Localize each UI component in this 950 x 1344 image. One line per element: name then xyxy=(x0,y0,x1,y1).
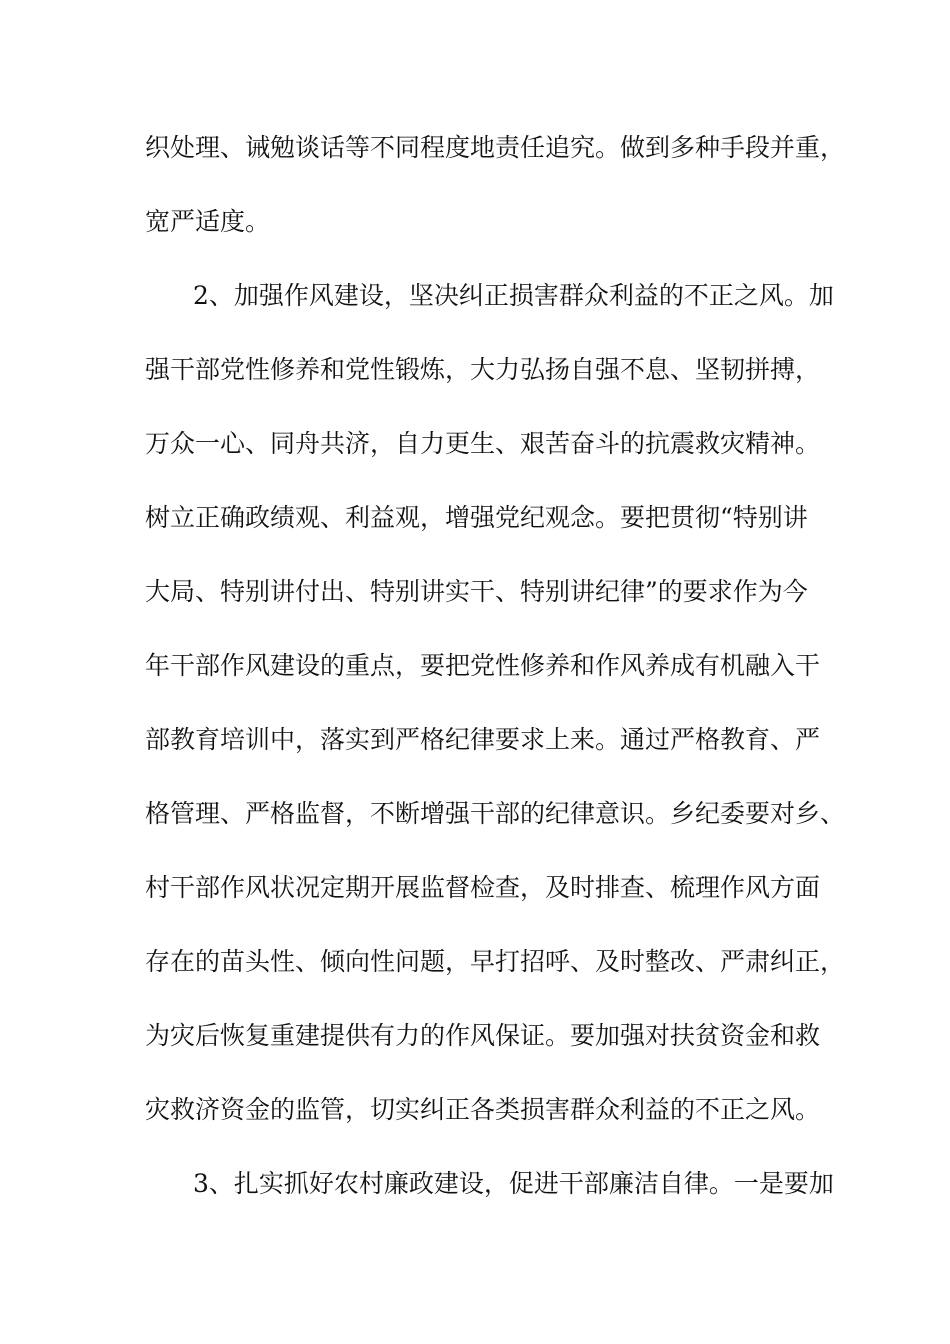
text-line: 大局、特别讲付出、特别讲实干、特别讲纪律”的要求作为今 xyxy=(145,577,808,606)
text-line: 为灾后恢复重建提供有力的作风保证。要加强对扶贫资金和救 xyxy=(145,1021,821,1050)
body-text xyxy=(145,123,846,1233)
text-line: 树立正确政绩观、利益观，增强党纪观念。要把贯彻“特别讲 xyxy=(145,503,808,532)
text-line: 存在的苗头性、倾向性问题，早打招呼、及时整改、严肃纠正， xyxy=(145,947,846,976)
text-line: 格管理、严格监督，不断增强干部的纪律意识。乡纪委要对乡、 xyxy=(145,799,846,828)
text-line: 强干部党性修养和党性锻炼，大力弘扬自强不息、坚韧拼搏， xyxy=(145,355,821,384)
text-line: 部教育培训中，落实到严格纪律要求上来。通过严格教育、严 xyxy=(145,725,821,754)
text-line: 万众一心、同舟共济，自力更生、艰苦奋斗的抗震救灾精神。 xyxy=(145,429,821,458)
text-line: 村干部作风状况定期开展监督检查，及时排查、梳理作风方面 xyxy=(145,873,821,902)
text-line: 年干部作风建设的重点，要把党性修养和作风养成有机融入干 xyxy=(145,651,821,680)
text-line: 灾救济资金的监管，切实纠正各类损害群众利益的不正之风。 xyxy=(145,1095,821,1124)
text-line: 织处理、诫勉谈话等不同程度地责任追究。做到多种手段并重， xyxy=(145,133,846,162)
text-line: 宽严适度。 xyxy=(145,207,271,236)
paragraph-start-line: 2、加强作风建设，坚决纠正损害群众利益的不正之风。加 xyxy=(193,281,834,310)
paragraph-start-line: 3、扎实抓好农村廉政建设，促进干部廉洁自律。一是要加 xyxy=(193,1169,834,1198)
